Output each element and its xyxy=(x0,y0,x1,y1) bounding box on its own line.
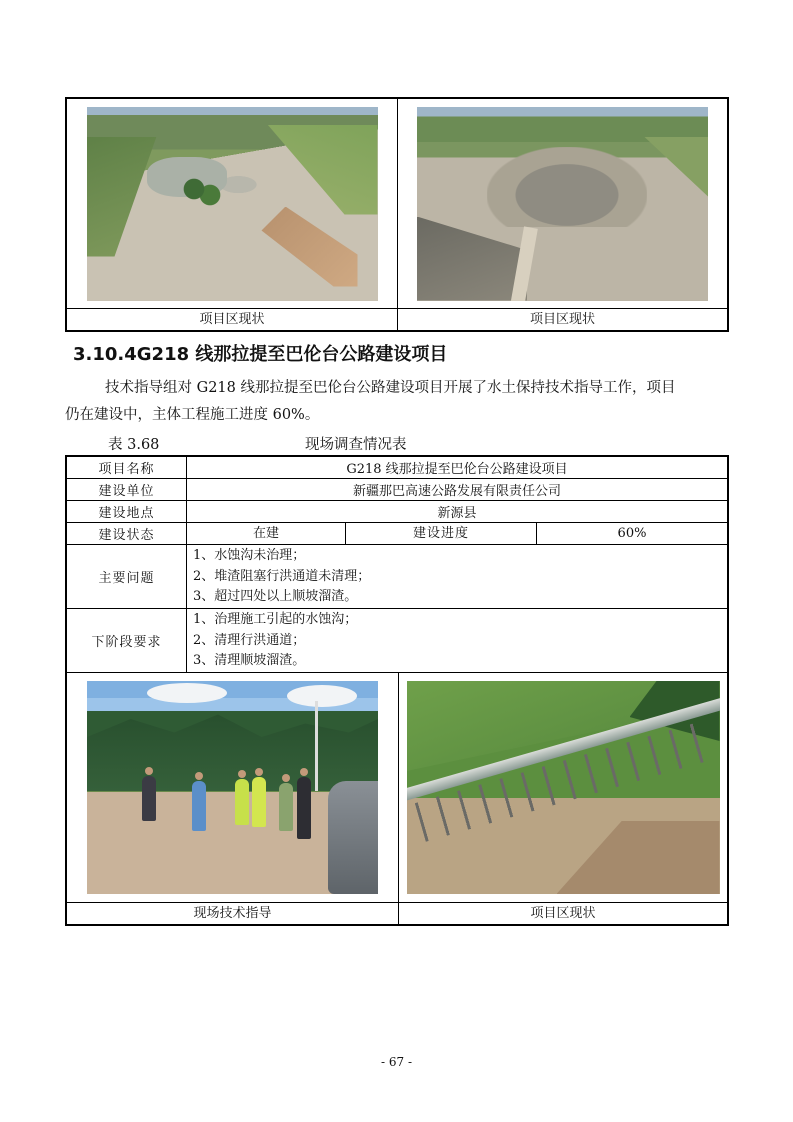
photo-cell-left xyxy=(67,99,397,308)
table-value: 在建 xyxy=(187,523,346,544)
table-label: 主要问题 xyxy=(67,545,187,608)
photo-caption: 项目区现状 xyxy=(397,309,727,330)
table-label: 建设状态 xyxy=(67,523,187,544)
table-row xyxy=(67,608,727,672)
section-heading: 3.10.4G218 线那拉提至巴伦台公路建设项目 xyxy=(73,344,448,365)
table-value: 新疆那巴高速公路发展有限责任公司 xyxy=(352,484,561,499)
quarry-aerial-photo-2 xyxy=(417,107,708,301)
top-photo-table xyxy=(65,97,729,332)
table-row xyxy=(67,457,727,478)
table-label: 建设地点 xyxy=(67,501,187,522)
photo-caption: 现场技术指导 xyxy=(193,906,272,921)
list-item: 2、清理行洪通道； xyxy=(193,632,306,648)
list-item: 3、清理顺坡溜渣。 xyxy=(193,653,306,668)
list-item: 1、治理施工引起的水蚀沟； xyxy=(193,612,358,627)
table-number: 表 3.68 xyxy=(108,437,160,453)
photo-cell-right xyxy=(397,99,727,308)
table-value: 新源县 xyxy=(437,506,477,521)
bridge-construction-photo xyxy=(407,681,720,894)
paragraph-line: 技术指导组对 G218 线那拉提至巴伦台公路建设项目开展了水土保持技术指导工作，项目 xyxy=(105,380,676,396)
page-number: - 67 - xyxy=(380,1055,412,1069)
table-value: 60% xyxy=(617,526,647,541)
table-label: 建设单位 xyxy=(67,479,187,500)
requirements-list xyxy=(187,609,727,672)
list-item: 2、堆渣阻塞行洪通道未清理； xyxy=(193,568,371,584)
survey-table xyxy=(65,455,729,926)
photo-caption: 项目区现状 xyxy=(398,903,727,924)
table-label: 建设进度 xyxy=(346,523,537,544)
table-row xyxy=(67,478,727,500)
table-title: 现场调查情况表 xyxy=(305,437,407,453)
table-label: 项目名称 xyxy=(67,457,187,478)
issues-list xyxy=(187,545,727,608)
quarry-aerial-photo-1 xyxy=(87,107,378,301)
field-guidance-photo xyxy=(87,681,378,894)
table-value: G218 线那拉提至巴伦台公路建设项目 xyxy=(346,462,568,477)
photo-cell-right xyxy=(398,673,727,902)
photo-caption: 项目区现状 xyxy=(199,312,265,327)
photo-cell-left xyxy=(67,673,398,902)
list-item: 3、超过四处以上顺坡溜渣。 xyxy=(193,589,358,604)
table-row xyxy=(67,522,727,544)
table-row xyxy=(67,544,727,608)
list-item: 1、水蚀沟未治理； xyxy=(193,548,306,563)
table-row xyxy=(67,500,727,522)
table-row xyxy=(67,672,727,902)
paragraph-line: 仍在建设中，主体工程施工进度 60%。 xyxy=(65,407,320,423)
table-label: 下阶段要求 xyxy=(67,609,187,672)
